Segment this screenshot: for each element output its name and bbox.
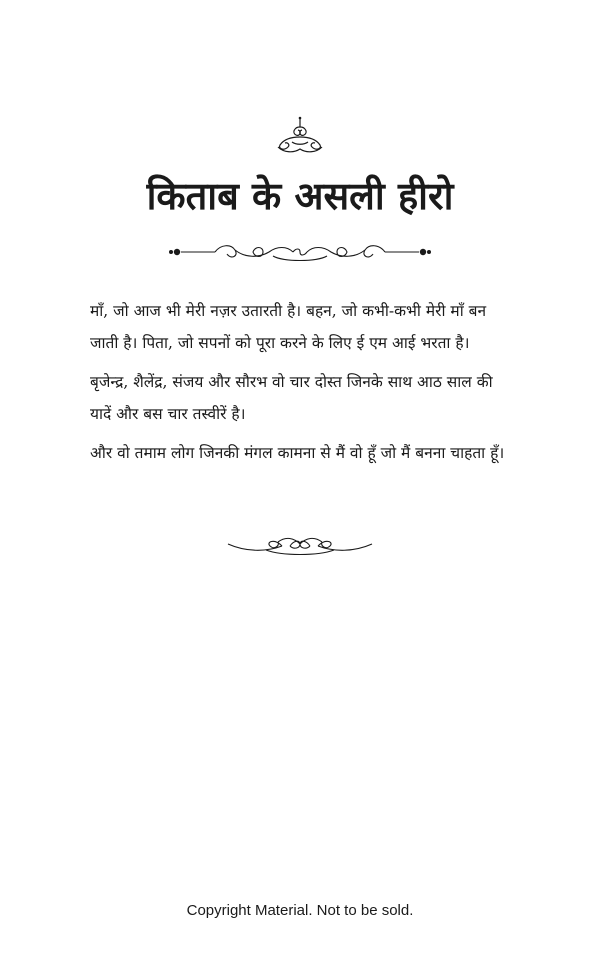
flourish-divider-icon <box>165 238 435 266</box>
paragraph-1: माँ, जो आज भी मेरी नज़र उतारती है। बहन, जो कभी-कभी मेरी माँ बन जाती है। पिता, जो सपनों को पूरा करने के लिए ई एम आई भरता है। <box>90 302 487 352</box>
paragraph-3: और वो तमाम लोग जिनकी मंगल कामना से मैं वो हूँ जो मैं बनना चाहता हूँ। <box>90 444 505 462</box>
body-text <box>90 295 515 476</box>
copyright-notice: Copyright Material. Not to be sold. <box>186 902 414 919</box>
page-title: किताब के असली हीरो <box>146 173 454 218</box>
paragraph-2: बृजेन्द्र, शैलेंद्र, संजय और सौरभ वो चार दोस्त जिनके साथ आठ साल की यादें और बस चार तस्वीरें है। <box>90 373 493 423</box>
swirl-ornament-icon <box>226 530 374 558</box>
fleuron-icon <box>270 115 330 155</box>
